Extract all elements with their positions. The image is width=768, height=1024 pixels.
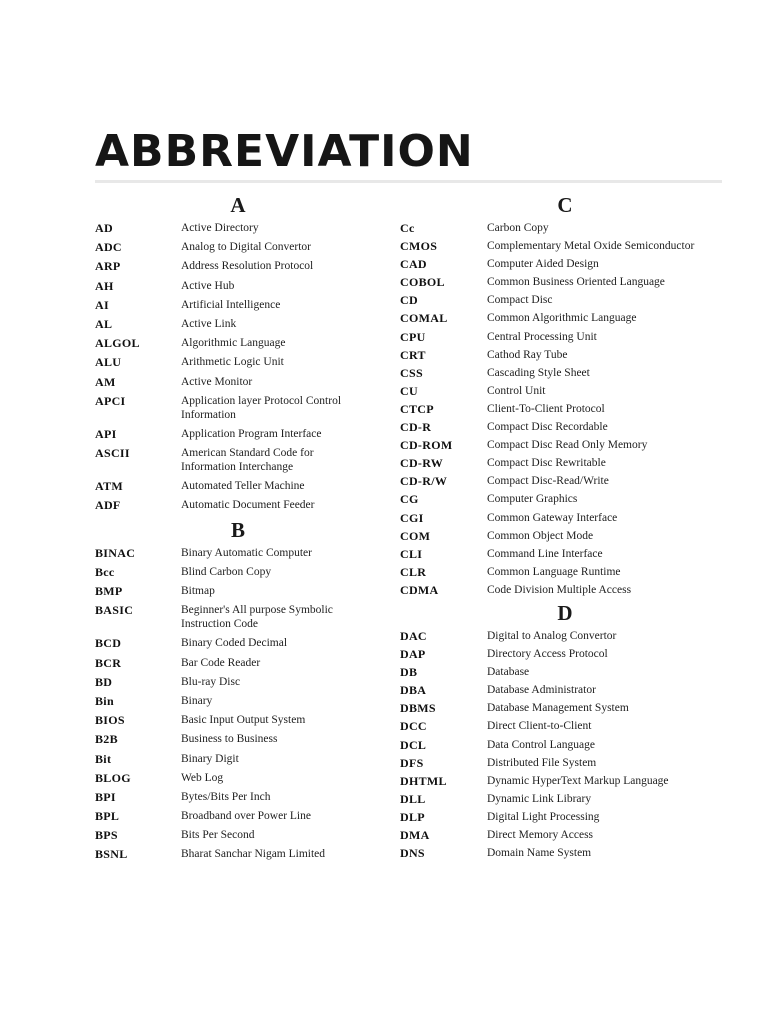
abbreviation-row <box>400 438 730 452</box>
abbreviation-term: CMOS <box>400 239 438 254</box>
abbreviation-row <box>95 771 395 785</box>
abbreviation-term: ADC <box>95 240 122 255</box>
abbreviation-meaning: Common Language Runtime <box>487 565 621 578</box>
abbreviation-term: API <box>95 426 117 441</box>
abbreviation-meaning: Application Program Interface <box>181 427 322 440</box>
abbreviation-row <box>400 629 730 643</box>
abbreviation-meaning: Common Algorithmic Language <box>487 312 637 325</box>
abbreviation-row <box>95 279 395 293</box>
abbreviation-term: DBA <box>400 683 427 698</box>
abbreviation-term: CGI <box>400 510 424 525</box>
section-d <box>400 601 730 860</box>
abbreviation-meaning: Automatic Document Feeder <box>181 499 315 512</box>
abbreviation-term: AM <box>95 374 116 389</box>
abbreviation-term: BPL <box>95 809 120 824</box>
abbreviation-term: BMP <box>95 584 123 598</box>
abbreviation-meaning: Bar Code Reader <box>181 656 261 669</box>
abbreviation-term: Cc <box>400 221 415 235</box>
abbreviation-term: ADF <box>95 498 121 513</box>
abbreviation-meaning: Client-To-Client Protocol <box>487 402 605 415</box>
abbreviation-meaning: Compact Disc Rewritable <box>487 457 606 470</box>
abbreviation-term: DCC <box>400 719 427 734</box>
abbreviation-row <box>95 584 395 598</box>
abbreviation-row <box>400 402 730 416</box>
abbreviation-row <box>95 809 395 823</box>
abbreviation-meaning: Database <box>487 666 530 679</box>
abbreviation-term: DAC <box>400 628 427 643</box>
abbreviation-row <box>95 498 395 512</box>
abbreviation-meaning: Binary Digit <box>181 752 239 765</box>
abbreviation-term: DAP <box>400 647 426 662</box>
abbreviation-meaning: Algorithmic Language <box>181 337 286 350</box>
abbreviation-row <box>400 366 730 380</box>
abbreviation-row <box>95 546 395 560</box>
abbreviation-meaning: Code Division Multiple Access <box>487 583 632 596</box>
abbreviation-meaning: Command Line Interface <box>487 547 603 560</box>
abbreviation-row <box>400 311 730 325</box>
abbreviation-meaning: Common Business Oriented Language <box>487 276 665 289</box>
abbreviation-meaning: Blu-ray Disc <box>181 675 241 688</box>
abbreviation-term: CSS <box>400 365 423 380</box>
abbreviation-row <box>400 792 730 806</box>
abbreviation-term: BD <box>95 674 113 689</box>
abbreviation-term: AD <box>95 221 113 235</box>
abbreviation-term: ARP <box>95 259 121 274</box>
abbreviation-term: COMAL <box>400 311 448 326</box>
abbreviation-meaning: Database Administrator <box>487 684 596 697</box>
abbreviation-row <box>95 828 395 842</box>
abbreviation-term: B2B <box>95 732 118 747</box>
abbreviation-term: CLR <box>400 564 427 579</box>
abbreviation-row <box>400 583 730 597</box>
abbreviation-row <box>400 221 730 235</box>
abbreviation-term: CPU <box>400 329 426 344</box>
abbreviation-row <box>95 479 395 493</box>
abbreviation-meaning: Distributed File System <box>487 756 597 769</box>
abbreviation-row <box>400 647 730 661</box>
left-column <box>95 193 395 867</box>
abbreviation-meaning: Binary Automatic Computer <box>181 546 312 559</box>
abbreviation-meaning: Broadband over Power Line <box>181 810 311 823</box>
abbreviation-term: BPI <box>95 789 116 804</box>
abbreviation-row <box>400 719 730 733</box>
abbreviation-row <box>95 732 395 746</box>
abbreviation-meaning: Active Monitor <box>181 375 253 388</box>
abbreviation-row <box>400 239 730 253</box>
abbreviation-meaning: Common Gateway Interface <box>487 511 618 524</box>
abbreviation-row <box>400 738 730 752</box>
abbreviation-meaning: Cathod Ray Tube <box>487 348 568 361</box>
abbreviation-term: AI <box>95 297 109 312</box>
abbreviation-meaning: Bits Per Second <box>181 829 255 842</box>
abbreviation-term: AL <box>95 316 113 331</box>
abbreviation-term: CD <box>400 293 418 308</box>
abbreviation-row <box>400 257 730 271</box>
abbreviation-term: COM <box>400 528 431 543</box>
abbreviation-meaning: Dynamic Link Library <box>487 792 592 805</box>
abbreviation-meaning: Computer Aided Design <box>487 258 599 271</box>
section-c <box>400 193 730 597</box>
abbreviation-row <box>95 790 395 804</box>
abbreviation-meaning: Direct Memory Access <box>487 829 594 841</box>
abbreviation-meaning: Bitmap <box>181 585 215 597</box>
abbreviation-row <box>95 603 395 631</box>
abbreviation-meaning: Directory Access Protocol <box>487 648 608 661</box>
abbreviation-term: DB <box>400 665 418 680</box>
abbreviation-row <box>400 810 730 824</box>
abbreviation-row <box>95 394 395 422</box>
abbreviation-row <box>400 846 730 860</box>
abbreviation-row <box>95 713 395 727</box>
abbreviation-term: BASIC <box>95 603 134 618</box>
abbreviation-term: BCD <box>95 636 122 651</box>
abbreviation-meaning: Data Control Language <box>487 738 595 751</box>
abbreviation-term: DHTML <box>400 773 447 788</box>
abbreviation-meaning: Common Object Mode <box>487 529 594 542</box>
abbreviation-term: BSNL <box>95 847 128 862</box>
abbreviation-row <box>95 694 395 708</box>
abbreviation-row <box>400 701 730 715</box>
abbreviation-row <box>95 298 395 312</box>
abbreviation-row <box>95 446 395 474</box>
right-column <box>400 193 730 864</box>
abbreviation-row <box>400 384 730 398</box>
abbreviation-row <box>400 547 730 561</box>
abbreviation-row <box>95 427 395 441</box>
abbreviation-term: CD-ROM <box>400 438 453 453</box>
abbreviation-row <box>95 240 395 254</box>
abbreviation-term: ALGOL <box>95 336 140 351</box>
abbreviation-term: DNS <box>400 846 425 861</box>
abbreviation-term: DCL <box>400 737 427 752</box>
abbreviation-term: ALU <box>95 355 122 370</box>
abbreviation-term: Bcc <box>95 564 115 579</box>
abbreviation-row <box>400 665 730 679</box>
abbreviation-meaning: Cascading Style Sheet <box>487 366 590 379</box>
abbreviation-term: Bit <box>95 751 112 766</box>
abbreviation-meaning: Compact Disc <box>487 294 553 307</box>
abbreviation-meaning: Bharat Sanchar Nigam Limited <box>181 848 326 861</box>
abbreviation-row <box>400 275 730 289</box>
abbreviation-row <box>95 317 395 331</box>
abbreviation-row <box>400 565 730 579</box>
abbreviation-term: CD-R <box>400 420 432 435</box>
abbreviation-meaning: Beginner's All purpose Symbolic Instruction Code <box>181 604 333 631</box>
abbreviation-row <box>400 456 730 470</box>
abbreviation-row <box>400 492 730 506</box>
abbreviation-row <box>95 636 395 650</box>
abbreviation-term: DMA <box>400 828 430 842</box>
abbreviation-meaning: Artificial Intelligence <box>181 298 281 311</box>
abbreviation-term: DLP <box>400 809 425 824</box>
abbreviation-term: APCI <box>95 393 126 408</box>
abbreviation-term: BIOS <box>95 713 125 728</box>
abbreviation-row <box>400 330 730 344</box>
section-letter: C <box>557 193 573 217</box>
abbreviation-row <box>95 675 395 689</box>
section-letter: A <box>230 193 246 217</box>
abbreviation-term: CRT <box>400 347 426 362</box>
abbreviation-row <box>95 221 395 235</box>
abbreviation-meaning: Compact Disc-Read/Write <box>487 475 609 488</box>
abbreviation-meaning: Complementary Metal Oxide Semiconductor <box>487 240 695 253</box>
abbreviation-term: CD-RW <box>400 456 444 471</box>
abbreviation-meaning: Blind Carbon Copy <box>181 565 272 578</box>
abbreviation-term: Bin <box>95 693 114 708</box>
abbreviation-meaning: Computer Graphics <box>487 493 578 506</box>
abbreviation-term: BLOG <box>95 770 131 785</box>
abbreviation-meaning: Active Hub <box>181 279 235 292</box>
abbreviation-meaning: Database Management System <box>487 702 629 715</box>
section-b <box>95 518 395 862</box>
abbreviation-meaning: Domain Name System <box>487 847 592 860</box>
abbreviation-row <box>400 293 730 307</box>
abbreviation-row <box>400 420 730 434</box>
abbreviation-term: BINAC <box>95 545 136 560</box>
abbreviation-term: ATM <box>95 479 124 494</box>
abbreviation-term: CDMA <box>400 582 439 597</box>
abbreviation-meaning: Control Unit <box>487 384 546 397</box>
abbreviation-row <box>400 511 730 525</box>
abbreviation-row <box>95 847 395 861</box>
abbreviation-term: ASCII <box>95 446 130 461</box>
abbreviation-row <box>95 259 395 273</box>
abbreviation-term: AH <box>95 278 114 293</box>
abbreviation-row <box>400 828 730 842</box>
abbreviation-meaning: Digital to Analog Convertor <box>487 629 617 642</box>
abbreviation-meaning: Active Link <box>181 317 237 330</box>
abbreviation-term: BPS <box>95 828 118 843</box>
abbreviation-row <box>95 355 395 369</box>
abbreviation-term: CU <box>400 383 418 398</box>
abbreviation-meaning: Web Log <box>181 771 224 784</box>
abbreviation-meaning: Binary <box>181 694 213 707</box>
abbreviation-term: CAD <box>400 257 427 272</box>
abbreviation-term: DLL <box>400 791 426 806</box>
abbreviation-row <box>400 474 730 488</box>
abbreviation-meaning: Business to Business <box>181 733 278 746</box>
abbreviation-row <box>95 375 395 389</box>
abbreviation-row <box>400 348 730 362</box>
abbreviation-row <box>95 565 395 579</box>
section-letter: D <box>557 600 573 625</box>
abbreviation-row <box>95 752 395 766</box>
abbreviation-meaning: Digital Light Processing <box>487 810 600 823</box>
abbreviation-row <box>400 529 730 543</box>
abbreviation-term: COBOL <box>400 275 445 290</box>
section-a <box>95 193 395 512</box>
title-divider <box>95 180 722 183</box>
abbreviation-meaning: Automated Teller Machine <box>181 480 305 493</box>
abbreviation-row <box>95 656 395 670</box>
abbreviation-meaning: Binary Coded Decimal <box>181 637 288 650</box>
abbreviation-term: BCR <box>95 655 122 670</box>
abbreviation-meaning: Compact Disc Recordable <box>487 421 608 434</box>
abbreviation-meaning: Bytes/Bits Per Inch <box>181 790 271 803</box>
abbreviation-meaning: Dynamic HyperText Markup Language <box>487 774 669 787</box>
abbreviation-term: CTCP <box>400 401 434 416</box>
abbreviation-term: CG <box>400 492 419 507</box>
page-title: ABBREVIATION <box>95 126 474 177</box>
abbreviation-meaning: Active Directory <box>181 222 259 234</box>
abbreviation-term: DFS <box>400 755 424 770</box>
abbreviation-term: CD-R/W <box>400 474 448 489</box>
abbreviation-meaning: Carbon Copy <box>487 222 549 234</box>
abbreviation-meaning: Basic Input Output System <box>181 714 306 727</box>
abbreviation-meaning: Compact Disc Read Only Memory <box>487 439 648 452</box>
abbreviation-meaning: Arithmetic Logic Unit <box>181 356 284 369</box>
abbreviation-meaning: Central Processing Unit <box>487 330 597 343</box>
abbreviation-meaning: Application layer Protocol Control Information <box>181 394 342 421</box>
abbreviation-meaning: Analog to Digital Convertor <box>181 241 311 254</box>
abbreviation-row <box>400 683 730 697</box>
abbreviation-row <box>400 756 730 770</box>
abbreviation-meaning: Direct Client-to-Client <box>487 720 592 733</box>
abbreviation-row <box>95 336 395 350</box>
abbreviation-meaning: American Standard Code for Information Interchange <box>181 447 314 474</box>
abbreviation-meaning: Address Resolution Protocol <box>181 260 314 273</box>
section-letter: B <box>230 517 245 542</box>
abbreviation-term: DBMS <box>400 701 436 716</box>
abbreviation-term: CLI <box>400 546 423 561</box>
abbreviation-row <box>400 774 730 788</box>
